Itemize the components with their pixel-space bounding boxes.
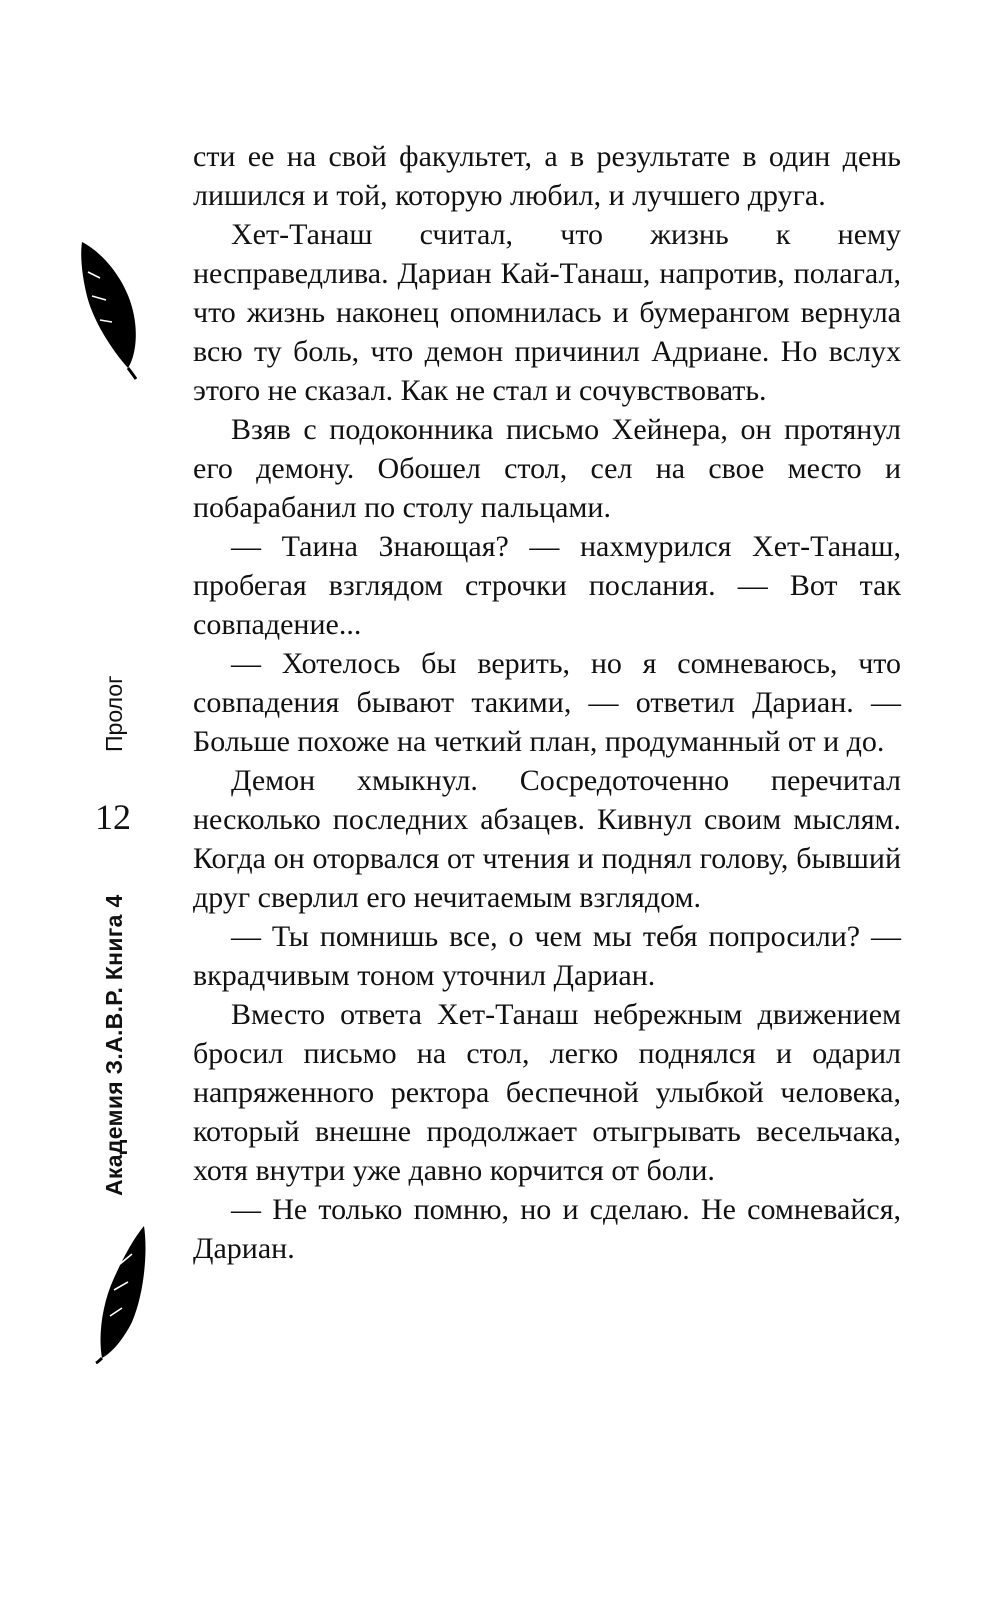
- feather-icon: [78, 238, 148, 380]
- feather-icon: [92, 1224, 152, 1364]
- dialogue-paragraph: — Хотелось бы верить, но я сомневаюсь, что совпадения бывают такими, — ответил Дариан. — Больше похоже на четкий план, продуманный от и до.: [193, 647, 901, 758]
- book-title: Академия З.А.В.Р. Книга 4: [101, 894, 127, 1196]
- dialogue-paragraph: — Не только помню, но и сделаю. Не сомневайся, Дариан.: [193, 1193, 901, 1265]
- dialogue-paragraph: — Таина Знающая? — нахмурился Хет-Танаш, пробегая взглядом строчки послания. — Вот так совпадение...: [193, 530, 901, 641]
- paragraph: Хет-Танаш считал, что жизнь к нему несправедлива. Дариан Кай-Танаш, напротив, полагал, что жизнь наконец опомнилась и бумерангом вернула всю ту боль, что демон причинил Адриане. Но вслух этого не сказал. Как не стал и сочувствовать.: [193, 218, 901, 407]
- dialogue-paragraph: — Ты помнишь все, о чем мы тебя попросили? — вкрадчивым тоном уточнил Дариан.: [193, 920, 901, 992]
- paragraph: Вместо ответа Хет-Танаш небрежным движением бросил письмо на стол, легко поднялся и одарил напряженного ректора беспечной улыбкой человека, который внешне продолжает отыгрывать весельчака, хотя внутри уже давно корчится от боли.: [193, 998, 901, 1187]
- page-number: 12: [95, 797, 131, 837]
- paragraph: сти ее на свой факультет, а в результате в один день лишился и той, которую любил, и лучшего друга.: [193, 140, 901, 212]
- page-margin: [0, 0, 170, 1616]
- paragraph: Взяв с подоконника письмо Хейнера, он протянул его демону. Обошел стол, сел на свое место и побарабанил по столу пальцами.: [193, 413, 901, 524]
- chapter-title: Пролог: [101, 675, 127, 752]
- paragraph: Демон хмыкнул. Сосредоточенно перечитал несколько последних абзацев. Кивнул своим мыслям. Когда он оторвался от чтения и поднял голову, бывший друг сверлил его нечитаемым взглядом.: [193, 764, 901, 914]
- body-text: [193, 137, 901, 1268]
